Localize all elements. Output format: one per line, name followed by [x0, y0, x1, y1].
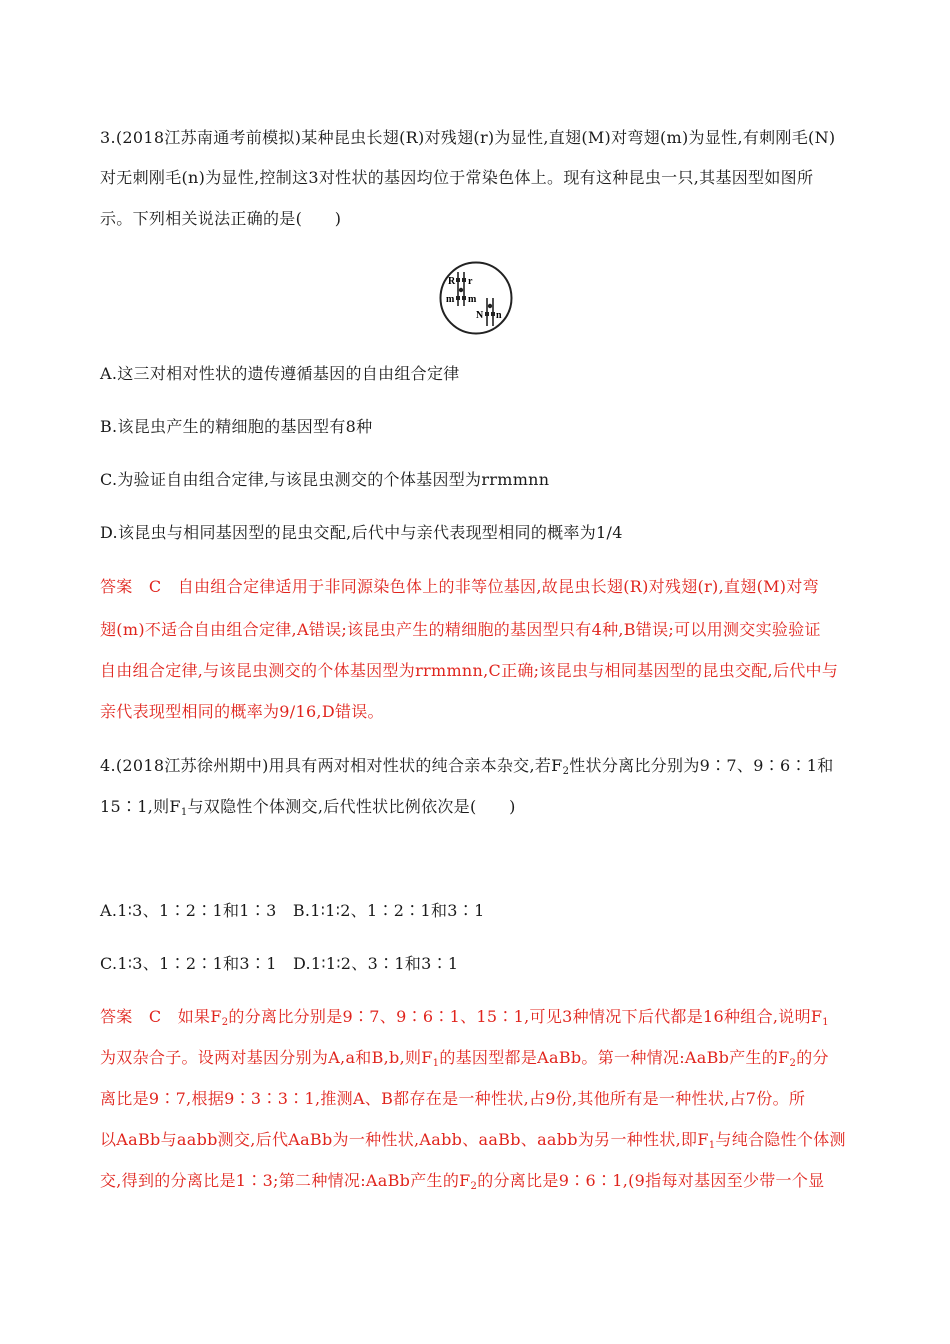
q4-ans-5b: 的分离比是9∶6∶1,(9指每对基因至少带一个显 [477, 1171, 825, 1190]
q4-ans-5a: 交,得到的分离比是1∶3;第二种情况:AaBb产生的F [100, 1171, 471, 1190]
genotype-chromosome-figure [438, 260, 514, 336]
q3-option-d: D.该昆虫与相同基因型的昆虫交配,后代中与亲代表现型相同的概率为1/4 [100, 523, 623, 542]
subscript-1: 1 [180, 807, 188, 818]
q4-options-line-1: A.1∶3、1∶2∶1和1∶3 B.1∶1∶2、1∶2∶1和3∶1 [100, 901, 485, 920]
locus-m-left-marker [456, 296, 460, 300]
q4-ans-4b: 与纯合隐性个体测 [715, 1130, 846, 1149]
subscript-2: 2 [562, 766, 570, 777]
q3-stem-line-2: 对无刺刚毛(n)为显性,控制这3对性状的基因均位于常染色体上。现有这种昆虫一只,其基因型如图所 [100, 168, 814, 187]
q4-stem-2a: 15∶1,则F [100, 797, 181, 816]
label-m-right: m [468, 294, 477, 305]
label-r: r [468, 276, 473, 287]
q4-ans-1b: 的分离比分别是9∶7、9∶6∶1、15∶1,可见3种情况下后代都是16种组合,说明F [228, 1007, 823, 1026]
subscript-2: 2 [221, 1017, 229, 1028]
q4-ans-2c: 的分 [796, 1048, 829, 1067]
subscript-1: 1 [708, 1140, 716, 1151]
subscript-1: 1 [432, 1058, 440, 1069]
q4-ans-2b: 的基因型都是AaBb。第一种情况:AaBb产生的F [439, 1048, 790, 1067]
q3-answer-line-1: 答案 C 自由组合定律适用于非同源染色体上的非等位基因,故昆虫长翅(R)对残翅(r),直翅(M)对弯 [100, 577, 819, 596]
q3-stem-line-3: 示。下列相关说法正确的是( ) [100, 209, 342, 228]
q3-stem-line-1: 3.(2018江苏南通考前模拟)某种昆虫长翅(R)对残翅(r)为显性,直翅(M)对弯翅(m)为显性,有刺刚毛(N) [100, 128, 836, 147]
locus-N-marker [485, 312, 489, 316]
q4-answer-line-1 [100, 1007, 829, 1027]
q4-stem-1b: 性状分离比分别为9∶7、9∶6∶1和 [569, 756, 834, 775]
q3-option-b: B.该昆虫产生的精细胞的基因型有8种 [100, 417, 373, 436]
centromere-2 [488, 304, 492, 308]
locus-r-marker [462, 278, 466, 282]
q4-ans-2a: 为双杂合子。设两对基因分别为A,a和B,b,则F [100, 1048, 433, 1067]
q4-ans-1a: 答案 C 如果F [100, 1007, 222, 1026]
q4-stem-line-2 [100, 797, 516, 817]
q4-ans-4a: 以AaBb与aabb测交,后代AaBb为一种性状,Aabb、aaBb、aabb为另一种性状,即F [100, 1130, 709, 1149]
q4-answer-line-4 [100, 1130, 846, 1150]
label-m-left: m [446, 294, 455, 305]
q4-options-line-2: C.1∶3、1∶2∶1和3∶1 D.1∶1∶2、3∶1和3∶1 [100, 954, 459, 973]
q4-answer-line-3: 离比是9∶7,根据9∶3∶3∶1,推测A、B都存在是一种性状,占9份,其他所有是一种性状,占7份。所 [100, 1089, 806, 1108]
q3-option-c: C.为验证自由组合定律,与该昆虫测交的个体基因型为rrmmnn [100, 470, 550, 489]
q3-answer-line-4: 亲代表现型相同的概率为9/16,D错误。 [100, 702, 384, 721]
q4-answer-line-5 [100, 1171, 824, 1191]
q4-stem-1a: 4.(2018江苏徐州期中)用具有两对相对性状的纯合亲本杂交,若F [100, 756, 563, 775]
locus-m-right-marker [462, 296, 466, 300]
q4-answer-line-2 [100, 1048, 829, 1068]
subscript-2: 2 [789, 1058, 797, 1069]
subscript-1: 1 [822, 1017, 829, 1028]
locus-n-marker [491, 312, 495, 316]
label-N: N [476, 310, 484, 321]
q3-answer-line-2: 翅(m)不适合自由组合定律,A错误;该昆虫产生的精细胞的基因型只有4种,B错误;可以用测交实验验证 [100, 620, 821, 639]
q4-stem-line-1 [100, 756, 834, 776]
locus-R-marker [456, 278, 460, 282]
q4-stem-2b: 与双隐性个体测交,后代性状比例依次是( ) [187, 797, 516, 816]
q3-option-a: A.这三对相对性状的遗传遵循基因的自由组合定律 [100, 364, 460, 383]
label-R: R [448, 276, 456, 287]
q3-answer-line-3: 自由组合定律,与该昆虫测交的个体基因型为rrmmnn,C正确;该昆虫与相同基因型的昆虫交配,后代中与 [100, 661, 839, 680]
subscript-2: 2 [470, 1181, 478, 1192]
label-n: n [496, 310, 502, 321]
centromere-1 [459, 288, 463, 292]
